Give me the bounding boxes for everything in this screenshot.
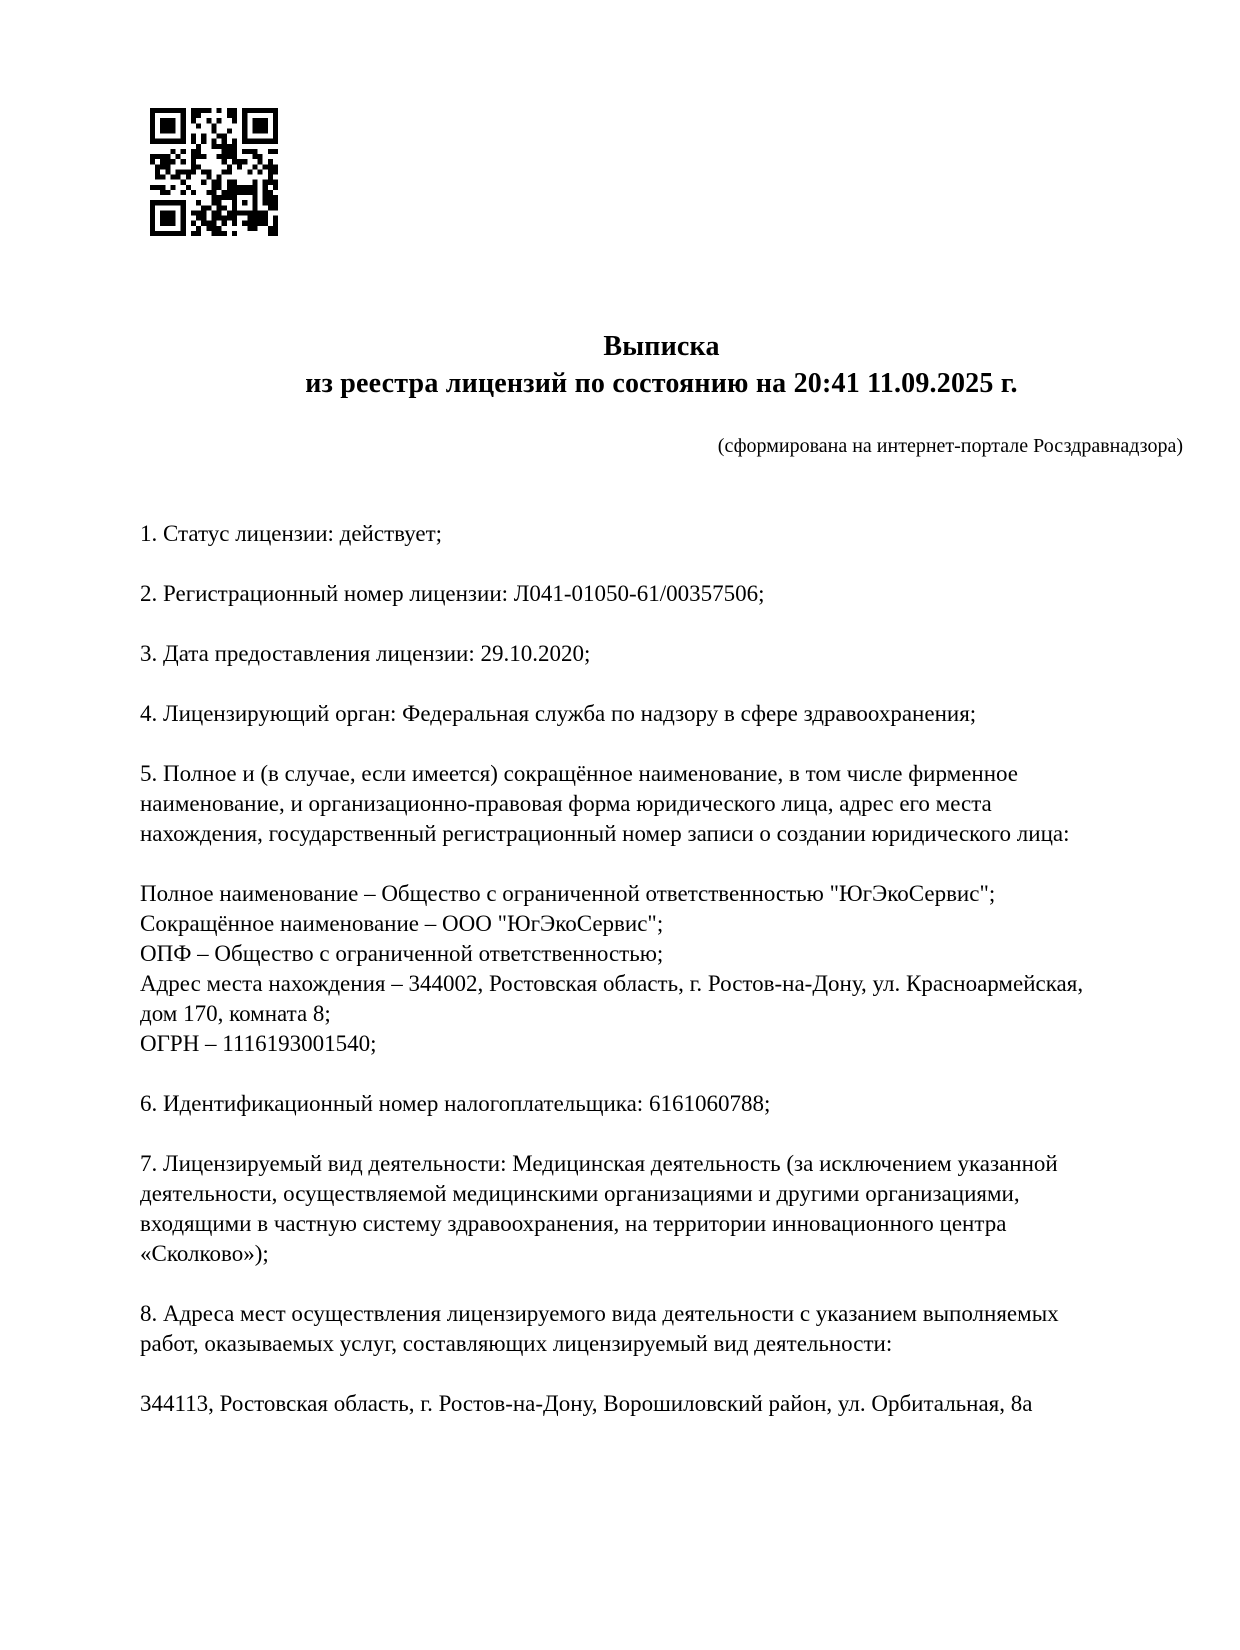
document-title-line1: Выписка [603,331,720,362]
paragraph-grant-date: 3. Дата предоставления лицензии: 29.10.2020; [140,641,591,666]
paragraph-licensing-authority: 4. Лицензирующий орган: Федеральная служба по надзору в сфере здравоохранения; [140,701,977,726]
document-subtitle: (сформирована на интернет-портале Росздравнадзора) [717,435,1183,457]
paragraph-activity-address: 344113, Ростовская область, г. Ростов-на-Дону, Ворошиловский район, ул. Орбитальная, 8а [140,1391,1033,1416]
paragraph-legal-entity-details: Полное наименование – Общество с ограниченной ответственностью "ЮгЭкоСервис"; Сокращённое наименование – ООО "ЮгЭкоСервис"; ОПФ – Общество с ограниченной ответственностью; Адрес места нахождения – 344002, Ростовская область, г. Ростов-на-Дону, ул. Красноармейская, дом 170, комната 8; ОГРН – 1116193001540; [140,881,1084,1056]
paragraph-registration-number: 2. Регистрационный номер лицензии: Л041-01050-61/00357506; [140,581,765,606]
paragraph-legal-entity-heading: 5. Полное и (в случае, если имеется) сокращённое наименование, в том числе фирменное наименование, и организационно-правовая форма юридического лица, адрес его места нахождения, государственный регистрационный номер записи о создании юридического лица: [140,761,1070,846]
paragraph-taxpayer-number: 6. Идентификационный номер налогоплательщика: 6161060788; [140,1091,771,1116]
document-title-line2: из реестра лицензий по состоянию на 20:41 11.09.2025 г. [305,368,1018,399]
paragraph-activity-addresses-heading: 8. Адреса мест осуществления лицензируемого вида деятельности с указанием выполняемых работ, оказываемых услуг, составляющих лицензируемый вид деятельности: [140,1301,1059,1356]
document-title [140,328,1183,402]
paragraph-licensed-activity: 7. Лицензируемый вид деятельности: Медицинская деятельность (за исключением указанной деятельности, осуществляемой медицинскими организациями и другими организациями, входящими в частную систему здравоохранения, на территории инновационного центра «Сколково»); [140,1151,1058,1266]
document-content [140,0,1183,1419]
paragraph-license-status: 1. Статус лицензии: действует; [140,521,443,546]
